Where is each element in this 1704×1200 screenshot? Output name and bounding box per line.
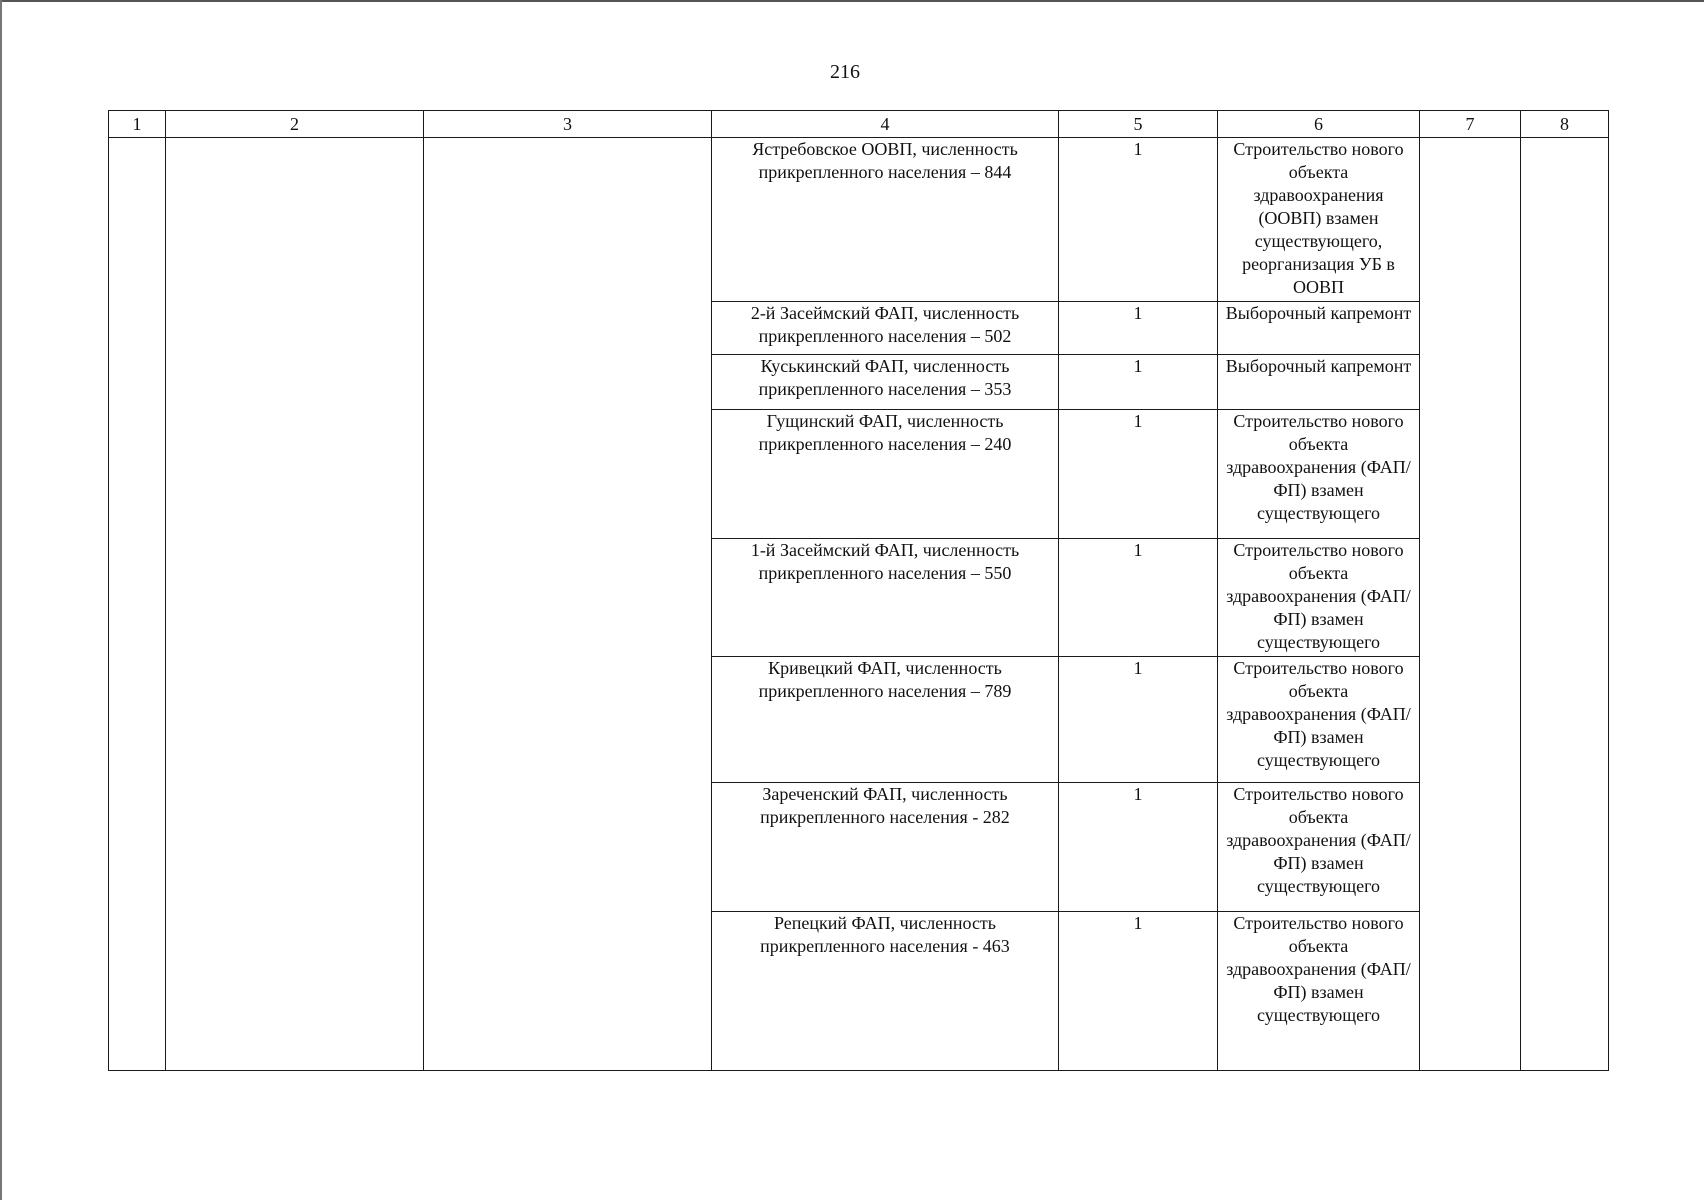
cell-quantity: 1 [1059,912,1218,1071]
cell-work-type: Строительство нового объекта здравоохранения (ФАП/ФП) взамен существующего [1218,783,1420,912]
cell-facility: Зареченский ФАП, численность прикрепленного населения - 282 [712,783,1059,912]
cell-facility: Кривецкий ФАП, численность прикрепленного населения – 789 [712,657,1059,783]
cell-facility: Гущинский ФАП, численность прикрепленного населения – 240 [712,410,1059,539]
column-header-4: 4 [712,111,1059,138]
cell-col2-merged [166,138,424,1071]
column-header-3: 3 [424,111,712,138]
page-edge-left [0,0,2,1200]
cell-work-type: Строительство нового объекта здравоохранения (ООВП) взамен существующего, реорганизация УБ в ООВП [1218,138,1420,302]
data-table [108,110,1609,1071]
cell-work-type: Строительство нового объекта здравоохранения (ФАП/ФП) взамен существующего [1218,410,1420,539]
cell-facility: Репецкий ФАП, численность прикрепленного населения - 463 [712,912,1059,1071]
cell-col7-merged [1420,138,1521,1071]
cell-facility: 1-й Засеймский ФАП, численность прикрепленного населения – 550 [712,539,1059,657]
page-edge-top [0,0,1704,2]
cell-work-type: Выборочный капремонт [1218,302,1420,355]
cell-quantity: 1 [1059,302,1218,355]
page-number: 216 [830,61,860,83]
cell-quantity: 1 [1059,355,1218,410]
cell-work-type: Выборочный капремонт [1218,355,1420,410]
cell-col8-merged [1521,138,1609,1071]
column-header-2: 2 [166,111,424,138]
cell-col1-merged [109,138,166,1071]
column-header-1: 1 [109,111,166,138]
table-row [109,138,1609,302]
cell-work-type: Строительство нового объекта здравоохранения (ФАП/ФП) взамен существующего [1218,657,1420,783]
cell-quantity: 1 [1059,539,1218,657]
column-header-7: 7 [1420,111,1521,138]
cell-quantity: 1 [1059,410,1218,539]
cell-quantity: 1 [1059,138,1218,302]
cell-facility: Куськинский ФАП, численность прикрепленного населения – 353 [712,355,1059,410]
cell-work-type: Строительство нового объекта здравоохранения (ФАП/ФП) взамен существующего [1218,912,1420,1071]
column-header-8: 8 [1521,111,1609,138]
column-header-5: 5 [1059,111,1218,138]
cell-facility: Ястребовское ООВП, численность прикрепленного населения – 844 [712,138,1059,302]
cell-quantity: 1 [1059,657,1218,783]
cell-facility: 2-й Засеймский ФАП, численность прикрепленного населения – 502 [712,302,1059,355]
column-header-6: 6 [1218,111,1420,138]
cell-work-type: Строительство нового объекта здравоохранения (ФАП/ФП) взамен существующего [1218,539,1420,657]
cell-quantity: 1 [1059,783,1218,912]
header-row [109,111,1609,138]
cell-col3-merged [424,138,712,1071]
